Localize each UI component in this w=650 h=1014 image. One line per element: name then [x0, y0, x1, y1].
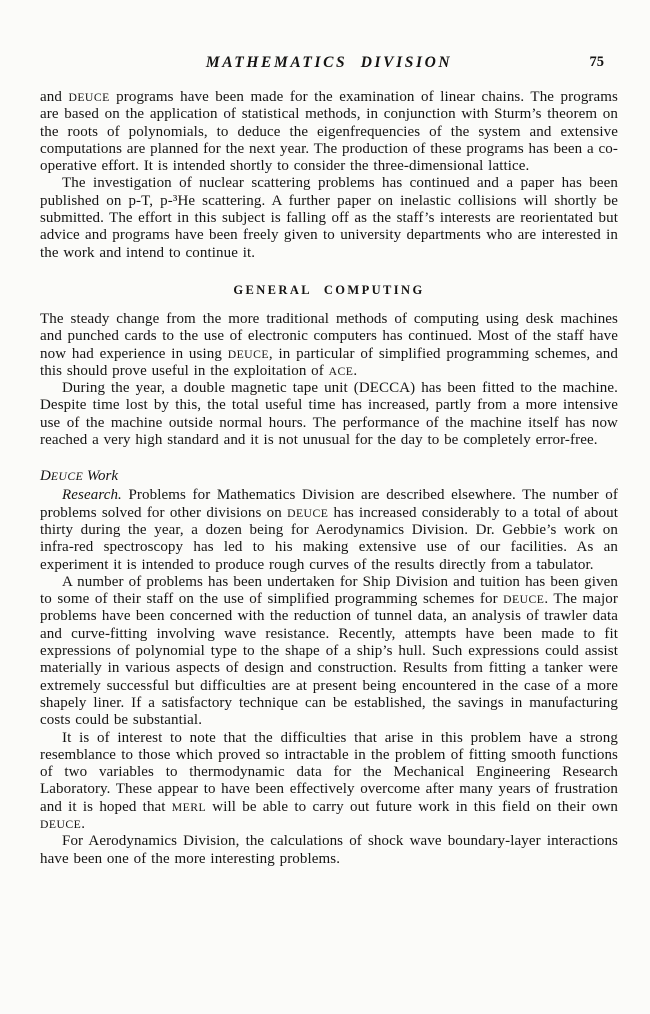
- text-segment: MERL: [171, 800, 207, 814]
- section-heading: GENERAL COMPUTING: [233, 282, 425, 297]
- text-segment: DEUCE: [503, 593, 545, 607]
- running-head: [40, 54, 618, 74]
- paragraph: [40, 574, 618, 730]
- text-segment: The investigation of nuclear scattering problems has continued and a paper has been published on p-T, p-³He scattering. A further paper on inelastic collisions will shortly be submitted. The effort in this subject is falling off as the staff’s interests are reorientated but advice and programs have been freely given to university departments who are interested in the work and intend to continue it.: [40, 175, 618, 261]
- text-segment: , in particular of simplified programming schemes, and this should prove useful in the exploitation of: [40, 345, 618, 379]
- subsection-heading: [40, 468, 618, 485]
- text-segment: Problems for Mathematics Division are described elsewhere. The number of problems solved for other divisions on: [40, 487, 618, 521]
- text-segment: has increased considerably to a total of about thirty during the year, a dozen being for Aerodynamics Division. Dr. Gebbie’s work on infra-red spectroscopy has led to his making extensive use of our facilities. As an experiment it is intended to produce rough curves of the results directly from a tabulator.: [40, 504, 618, 573]
- text-segment: The steady change from the more traditional methods of computing using desk machines and punched cards to the use of electronic computers has continued. Most of the staff have now had experience in using: [40, 310, 618, 362]
- text-segment: DEUCE: [227, 347, 269, 361]
- text-segment: .: [353, 362, 358, 379]
- paragraph: [40, 380, 618, 449]
- text-segment: For Aerodynamics Division, the calculations of shock wave boundary-layer interactions have been one of the more interesting problems.: [40, 833, 618, 867]
- text-segment: .: [81, 815, 86, 832]
- text-segment: and: [40, 89, 69, 105]
- page-number: 75: [589, 54, 604, 70]
- text-segment: DEUCE: [287, 506, 329, 520]
- text-segment: . The major problems have been concerned with the reduction of tunnel data, an analysis of trawler data and curve-fitting involving wave resistance. Recently, attempts have been made to fit expressions of polynomial type to the shape of a ship’s hull. Such expressions could assist materially in various aspects of design and construction. Results from fitting a tanker were extremely successful but difficulties are at present being encountered in the case of a more shapely liner. If a satisfactory technique can be established, the savings in manufacturing costs could be substantial.: [40, 591, 618, 729]
- paragraph: [40, 175, 618, 261]
- paragraph: [40, 833, 618, 868]
- text-segment: EUCE: [50, 470, 84, 484]
- paragraph: [40, 89, 618, 175]
- text-segment: It is of interest to note that the difficulties that arise in this problem have a strong resemblance to those which proved so intractable in the problem of fitting smooth functions of two variables to thermodynamic data for the Mechanical Engineering Research Laboratory. These appear to have been effectively overcome after many years of frustration and it is hoped that: [40, 729, 618, 815]
- text-segment: D: [40, 468, 51, 485]
- text-segment: DEUCE: [68, 91, 110, 104]
- text-segment: Research.: [62, 487, 122, 504]
- paragraph: [40, 311, 618, 380]
- text-segment: ACE: [328, 364, 354, 378]
- paragraph: [40, 730, 618, 834]
- text-segment: DEUCE: [40, 817, 82, 831]
- text-segment: A number of problems has been undertaken for Ship Division and tuition has been given to some of their staff on the use of simplified programming schemes for: [40, 573, 618, 608]
- paragraph: [40, 487, 618, 573]
- text-segment: will be able to carry out future work in this field on their own: [206, 798, 618, 815]
- page-content: [40, 89, 618, 868]
- text-segment: During the year, a double magnetic tape unit (DECCA) has been fitted to the machine. Despite time lost by this, the total useful time has increased, partly from a more intensive use of the machine outside normal hours. The performance of the machine itself has now reached a very high standard and it is not unusual for the day to be completely error-free.: [40, 380, 618, 449]
- page-title: MATHEMATICS DIVISION: [205, 54, 453, 71]
- text-segment: Work: [83, 468, 119, 485]
- text-segment: programs have been made for the examination of linear chains. The programs are based on the application of statistical methods, in conjunction with Sturm’s theorem on the roots of polynomials, to deduce the eigenfrequencies of the system and extensive computations are planned for the next year. The production of these programs has been a co-operative effort. It is intended shortly to consider the three-dimensional lattice.: [40, 89, 618, 175]
